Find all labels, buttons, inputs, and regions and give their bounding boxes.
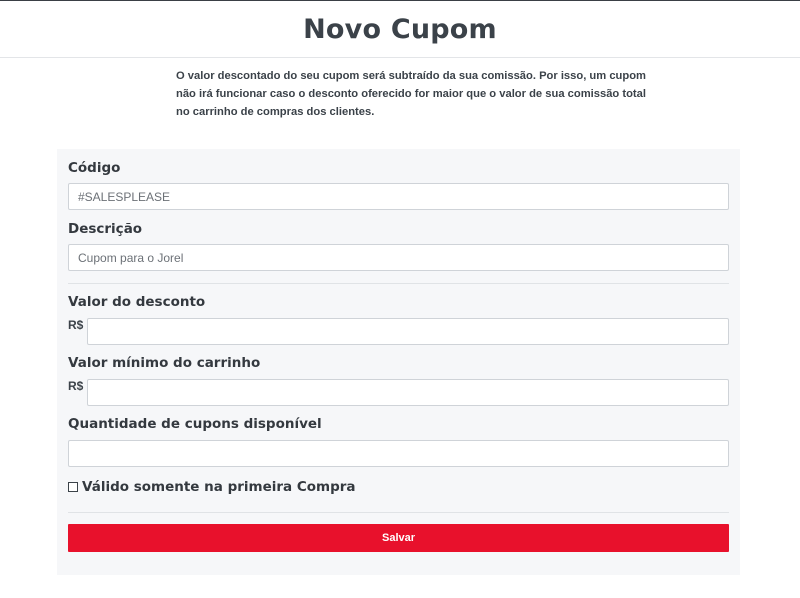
save-button[interactable]: Salvar (68, 524, 729, 552)
section-divider (68, 512, 729, 513)
page-title: Novo Cupom (303, 13, 497, 45)
quantidade-input[interactable] (68, 440, 729, 467)
valor-minimo-label: Valor mínimo do carrinho (68, 355, 261, 371)
valor-minimo-input[interactable] (87, 379, 729, 406)
valor-desconto-label: Valor do desconto (68, 294, 206, 310)
intro-text: O valor descontado do seu cupom será subtraído da sua comissão. Por isso, um cupom não irá funcionar caso o desconto oferecido for maior que o valor de sua comissão total no carrinho de compras dos clientes. (176, 70, 646, 118)
page-header (0, 1, 800, 58)
codigo-label: Código (68, 160, 121, 176)
descricao-input[interactable] (68, 244, 729, 271)
quantidade-label: Quantidade de cupons disponível (68, 416, 322, 432)
currency-prefix: R$ (68, 318, 84, 332)
codigo-input[interactable] (68, 183, 729, 210)
primeira-compra-label: Válido somente na primeira Compra (82, 479, 356, 495)
primeira-compra-row[interactable] (68, 479, 356, 495)
descricao-label: Descrição (68, 221, 143, 237)
valor-desconto-input[interactable] (87, 318, 729, 345)
currency-prefix: R$ (68, 379, 84, 393)
section-divider (68, 283, 729, 284)
primeira-compra-checkbox[interactable] (68, 482, 78, 492)
